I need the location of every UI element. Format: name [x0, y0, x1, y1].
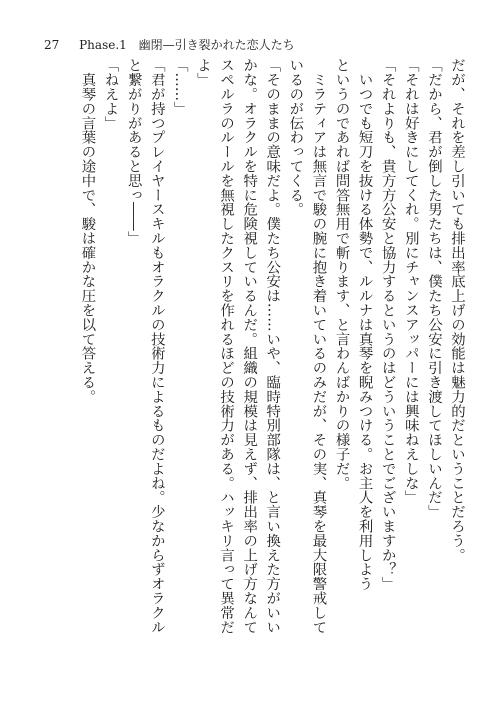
chapter-label: Phase.1 [79, 38, 127, 52]
text-line: 「君が持つプレイヤースキルもオラクルの技術力によるものだよね。少なからずオラクル [148, 58, 165, 634]
text-line: 真琴の言葉の途中で、駿は確かな圧を以て答える。 [79, 58, 96, 404]
text-line: いつでも短刀を抜ける体勢で、ルルナは真琴を睨みつける。お主人を利用しよう [356, 58, 373, 591]
text-line: というのであれば問答無用で斬ります、と言わんばかりの様子だ。 [333, 58, 350, 490]
text-line: 「だから、君が倒した男たちは、僕たち公安に引き渡してほしいんだ」 [425, 58, 442, 519]
running-header [44, 36, 295, 53]
text-line: 「そのままの意味だよ。僕たち公安は……いや、臨時特別部隊は、と言い換えた方がいい [264, 58, 281, 634]
text-line: 「ねえよ」 [102, 58, 119, 130]
text-line: いるのが伝わってくる。 [287, 58, 304, 217]
text-line: かな。オラクルを特に危険視しているんだ。組織の規模は見えず、排出率の上げ方なんて [241, 58, 258, 634]
text-line: と繋がりがあると思っ――」 [125, 58, 142, 246]
vertical-text-body [28, 58, 468, 688]
text-line: 「それよりも、貴方方公安と協力するというのはどういうことでございますか？」 [379, 58, 396, 591]
page-number: 27 [44, 38, 60, 52]
text-line: ミラティアは無言で駿の腕に抱き着いているのみだが、その実、真琴を最大限警戒して [310, 58, 327, 634]
chapter-title: 幽閉—引き裂かれた恋人たち [138, 38, 295, 52]
text-line: だが、それを差し引いても排出率底上げの効能は魅力的だということだろう。 [449, 58, 465, 562]
text-line: よ」 [194, 58, 211, 87]
text-line: 「……」 [171, 58, 188, 116]
text-line: スペルラのルールを無視したクスリを作れるほどの技術力がある。ハッキリ言って異常だ [218, 58, 235, 634]
text-line: 「それは好きにしてくれ。別にチャンスアッパーには興味ねえしな」 [402, 58, 419, 505]
